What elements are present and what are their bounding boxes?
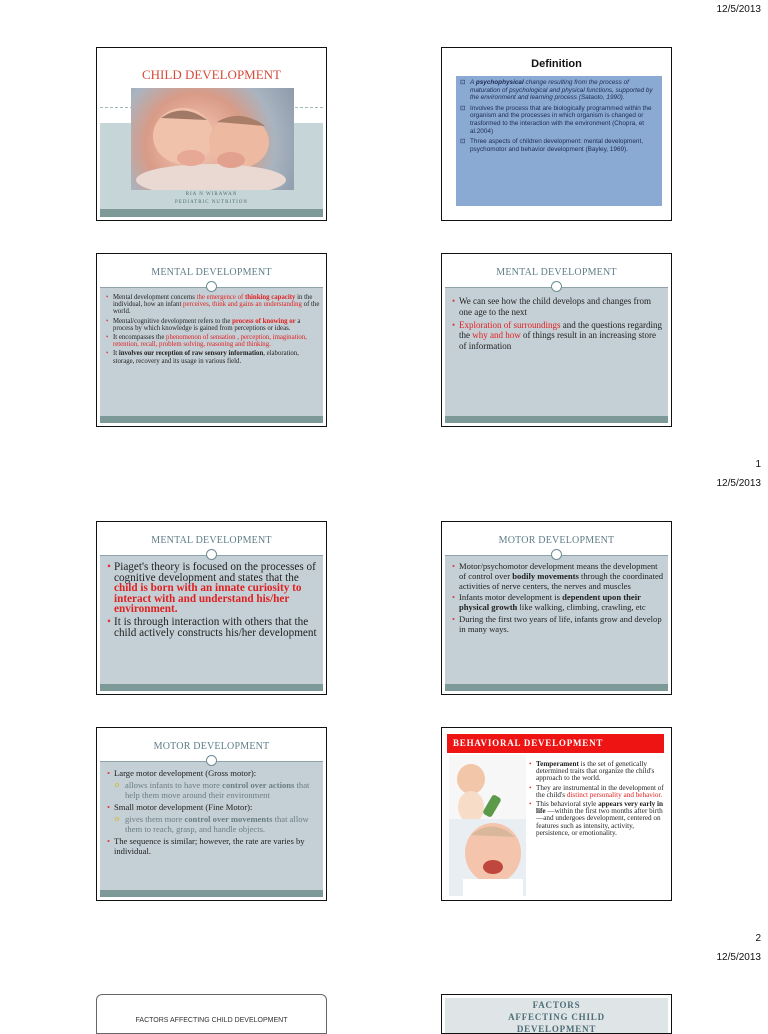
bullet-item: • It involves our reception of raw sensory information, elaboration, storage, recovery and its usage in various field. <box>106 350 320 364</box>
twin-newborns-photo <box>131 88 294 190</box>
bullet-item: • Infants motor development is dependent upon their physical growth like walking, climbing, crawling, etc <box>452 593 665 613</box>
slide-factors-2 <box>441 994 672 1034</box>
bullet-item: • They are instrumental in the development of the child's distinct personality and behavior. <box>529 785 669 799</box>
slide-mental-development-3 <box>96 521 327 695</box>
slide-dept: PEDIATRIC NUTRITION <box>174 200 249 205</box>
slide-mental-development-1 <box>96 253 327 427</box>
page-date: 12/5/2013 <box>716 952 761 963</box>
slide-title: MENTAL DEVELOPMENT <box>151 535 272 546</box>
slide-author: RIA N WIRAWAN <box>185 192 238 197</box>
slide-title: MOTOR DEVELOPMENT <box>153 741 270 752</box>
bullet-item: • Small motor development (Fine Motor): <box>107 802 321 812</box>
slide-title: Definition <box>531 58 582 70</box>
bullet-item: • Mental/cognitive development refers to the process of knowing or a process by which knowledge is gained from perceptions or ideas. <box>106 318 320 332</box>
bullet-item: • During the first two years of life, infants grow and develop in many ways. <box>452 615 665 635</box>
sub-bullet-item: o allows infants to have more control over actions that help them move around their environment <box>107 780 321 800</box>
page-number: 2 <box>755 933 761 944</box>
bullet-item: • Temperament is the set of genetically determined traits that organize the child's approach to the world. <box>529 761 669 783</box>
bullet-item: • We can see how the child develops and changes from one age to the next <box>452 296 662 318</box>
page-date: 12/5/2013 <box>716 478 761 489</box>
definition-item: ⊡ Involves the process that are biologically programmed within the organism and the processes in which organism is changed or trasformed to the interaction with the environment (Chopra, et al.2004) <box>460 104 652 135</box>
bullet-item: • Motor/psychomotor development means the development of control over bodily movements through the coordinated activities of nerve centers, the nerves and muscles <box>452 562 665 591</box>
bullet-item: • Large motor development (Gross motor): <box>107 768 321 778</box>
slide-title: FACTORS AFFECTING CHILD DEVELOPMENT <box>508 1000 605 1034</box>
bullet-item: • This behavioral style appears very early in life —within the first two months after birth—and undergoes development, centered on features such as intensity, activity, persistence, or emotionality. <box>529 801 669 837</box>
slide-title: MENTAL DEVELOPMENT <box>496 267 617 278</box>
title-circle-ornament <box>206 281 217 292</box>
title-circle-ornament <box>551 549 562 560</box>
slide-motor-development-2 <box>96 727 327 901</box>
slide-behavioral-development <box>441 727 672 901</box>
title-circle-ornament <box>206 549 217 560</box>
slide-mental-development-2 <box>441 253 672 427</box>
bullet-item: • Mental development concerns the emergence of thinking capacity in the individual, how an infant perceives, think and gains an understanding of the world. <box>106 294 320 316</box>
definition-item: ⊡ A psychophysical change resulting from the process of maturation of psychological and physical functions, supported by the environment and learning process (Sataoto, 1990). <box>460 79 653 102</box>
bullet-item: • Exploration of surroundings and the questions regarding the why and how of things result in an increasing store of information <box>452 320 662 352</box>
slide-title: MOTOR DEVELOPMENT <box>498 535 615 546</box>
sub-bullet-item: o gives them more control over movements that allow them to reach, grasp, and handle objects. <box>107 814 321 834</box>
page-number: 1 <box>755 459 761 470</box>
slide-child-development <box>96 47 327 221</box>
page-date: 12/5/2013 <box>716 4 761 15</box>
baby-photos <box>449 755 526 896</box>
bullet-item: • It is through interaction with others that the child actively constructs his/her development <box>107 617 321 638</box>
slide-definition <box>441 47 672 221</box>
slide-title: MENTAL DEVELOPMENT <box>151 267 272 278</box>
slide-title: CHILD DEVELOPMENT <box>141 67 281 82</box>
definition-item: ⊡ Three aspects of children development: mental development, psychomotor and behavior development (Bayley, 1969). <box>460 138 643 153</box>
slide-title: FACTORS AFFECTING CHILD DEVELOPMENT <box>135 1017 288 1024</box>
bullet-item: • Piaget's theory is focused on the processes of cognitive development and states that the child is born with an innate curiosity to interact with and understand his/her environment. <box>107 562 321 615</box>
title-circle-ornament <box>206 755 217 766</box>
slide-factors-1 <box>96 994 327 1034</box>
title-circle-ornament <box>551 281 562 292</box>
bullet-item: • It encompasses the phenomenon of sensation , perception, imagination, retention, recall, problem solving, reasoning and thinking. <box>106 334 320 348</box>
slide-title: BEHAVIORAL DEVELOPMENT <box>447 734 664 753</box>
slide-motor-development-1 <box>441 521 672 695</box>
bullet-item: • The sequence is similar; however, the rate are varies by individual. <box>107 836 321 856</box>
